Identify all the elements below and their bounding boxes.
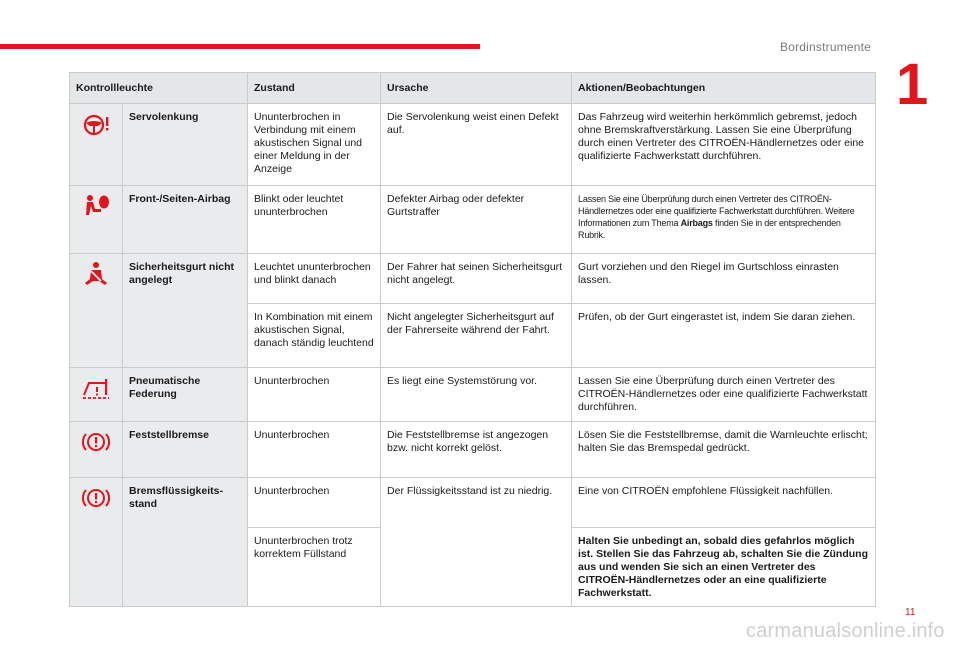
action-text: Eine von CITROËN empfohlene Flüssigkeit nachfüllen. (572, 478, 876, 528)
icon-cell (70, 104, 123, 186)
action-text: Lösen Sie die Feststellbremse, damit die Warnleuchte erlischt; halten Sie das Bremspedal gedrückt. (572, 422, 876, 478)
action-text: Halten Sie unbedingt an, sobald dies gefahrlos möglich ist. Stellen Sie das Fahrzeug ab, schalten Sie die Zündung aus und wenden Sie sich an einen Vertreter des CITROËN-Händlernetzes oder an eine qualifizierte Fachwerkstatt. (572, 528, 876, 607)
light-name: Sicherheitsgurt nicht angelegt (123, 254, 248, 368)
cause-text: Die Feststellbremse ist angezogen bzw. nicht korrekt gelöst. (381, 422, 572, 478)
table-row (70, 104, 876, 186)
action-text (572, 186, 876, 254)
cause-text: Defekter Airbag oder defekter Gurtstraffer (381, 186, 572, 254)
icon-cell (70, 478, 123, 607)
airbags-reference: Airbags (680, 218, 713, 228)
action-text: Das Fahrzeug wird weiterhin herkömmlich gebremst, jedoch ohne Bremskraftverstärkung. Lassen Sie eine Überprüfung durch einen Vertreter des CITROËN-Händlernetzes oder eine qualifizierte Fachwerkstatt durchführen. (572, 104, 876, 186)
state-text: Blinkt oder leuchtet ununterbrochen (248, 186, 381, 254)
cause-text: Es liegt eine Systemstörung vor. (381, 368, 572, 422)
state-text: Ununterbrochen (248, 478, 381, 528)
cause-text: Der Flüssigkeitsstand ist zu niedrig. (381, 478, 572, 607)
state-text: In Kombination mit einem akustischen Signal, danach ständig leuchtend (248, 304, 381, 368)
action-text-part: Lassen Sie eine Überprüfung durch einen Vertreter des CITROËN-Händlernetzes oder eine qualifizierte Fachwerkstatt durchführen. Weitere Informationen zum Thema (578, 194, 855, 228)
table-row (70, 186, 876, 254)
cause-text: Die Servolenkung weist einen Defekt auf. (381, 104, 572, 186)
icon-cell (70, 254, 123, 368)
light-name: Bremsflüssigkeits-stand (123, 478, 248, 607)
airbag-icon (81, 193, 111, 219)
accent-bar (0, 44, 480, 49)
state-text: Leuchtet ununterbrochen und blinkt danach (248, 254, 381, 304)
action-text: Gurt vorziehen und den Riegel im Gurtschloss einrasten lassen. (572, 254, 876, 304)
watermark: carmanualsonline.info (746, 620, 945, 642)
light-name: Pneumatische Federung (123, 368, 248, 422)
light-name: Servolenkung (123, 104, 248, 186)
brake-warning-icon (81, 485, 111, 511)
action-text: Lassen Sie eine Überprüfung durch einen Vertreter des CITROËN-Händlernetzes oder eine qualifizierte Fachwerkstatt durchführen. (572, 368, 876, 422)
state-text: Ununterbrochen (248, 368, 381, 422)
light-name: Feststellbremse (123, 422, 248, 478)
section-title: Bordinstrumente (780, 40, 872, 54)
icon-cell (70, 368, 123, 422)
state-text: Ununterbrochen trotz korrektem Füllstand (248, 528, 381, 607)
table-row (70, 422, 876, 478)
chapter-number: 1 (896, 52, 929, 117)
table-row (70, 254, 876, 304)
action-text: Prüfen, ob der Gurt eingerastet ist, indem Sie daran ziehen. (572, 304, 876, 368)
pneumatic-suspension-icon (81, 375, 111, 401)
cause-text: Nicht angelegter Sicherheitsgurt auf der Fahrerseite während der Fahrt. (381, 304, 572, 368)
cause-text: Der Fahrer hat seinen Sicherheitsgurt nicht angelegt. (381, 254, 572, 304)
header-cause: Ursache (381, 73, 572, 104)
action-text-part: finden Sie in der entsprechenden Rubrik. (578, 218, 841, 240)
header-action: Aktionen/Beobachtungen (572, 73, 876, 104)
state-text: Ununterbrochen in Verbindung mit einem akustischen Signal und einer Meldung in der Anzeige (248, 104, 381, 186)
light-name: Front-/Seiten-Airbag (123, 186, 248, 254)
brake-warning-icon (81, 429, 111, 455)
header-state: Zustand (248, 73, 381, 104)
table-row (70, 478, 876, 528)
table-header-row (70, 73, 876, 104)
icon-cell (70, 422, 123, 478)
steering-wheel-warning-icon (81, 111, 111, 137)
warning-lights-table (69, 72, 876, 607)
icon-cell (70, 186, 123, 254)
table-row (70, 368, 876, 422)
state-text: Ununterbrochen (248, 422, 381, 478)
header-light: Kontrollleuchte (70, 73, 248, 104)
seatbelt-icon (81, 261, 111, 287)
page-number: 11 (905, 607, 916, 618)
